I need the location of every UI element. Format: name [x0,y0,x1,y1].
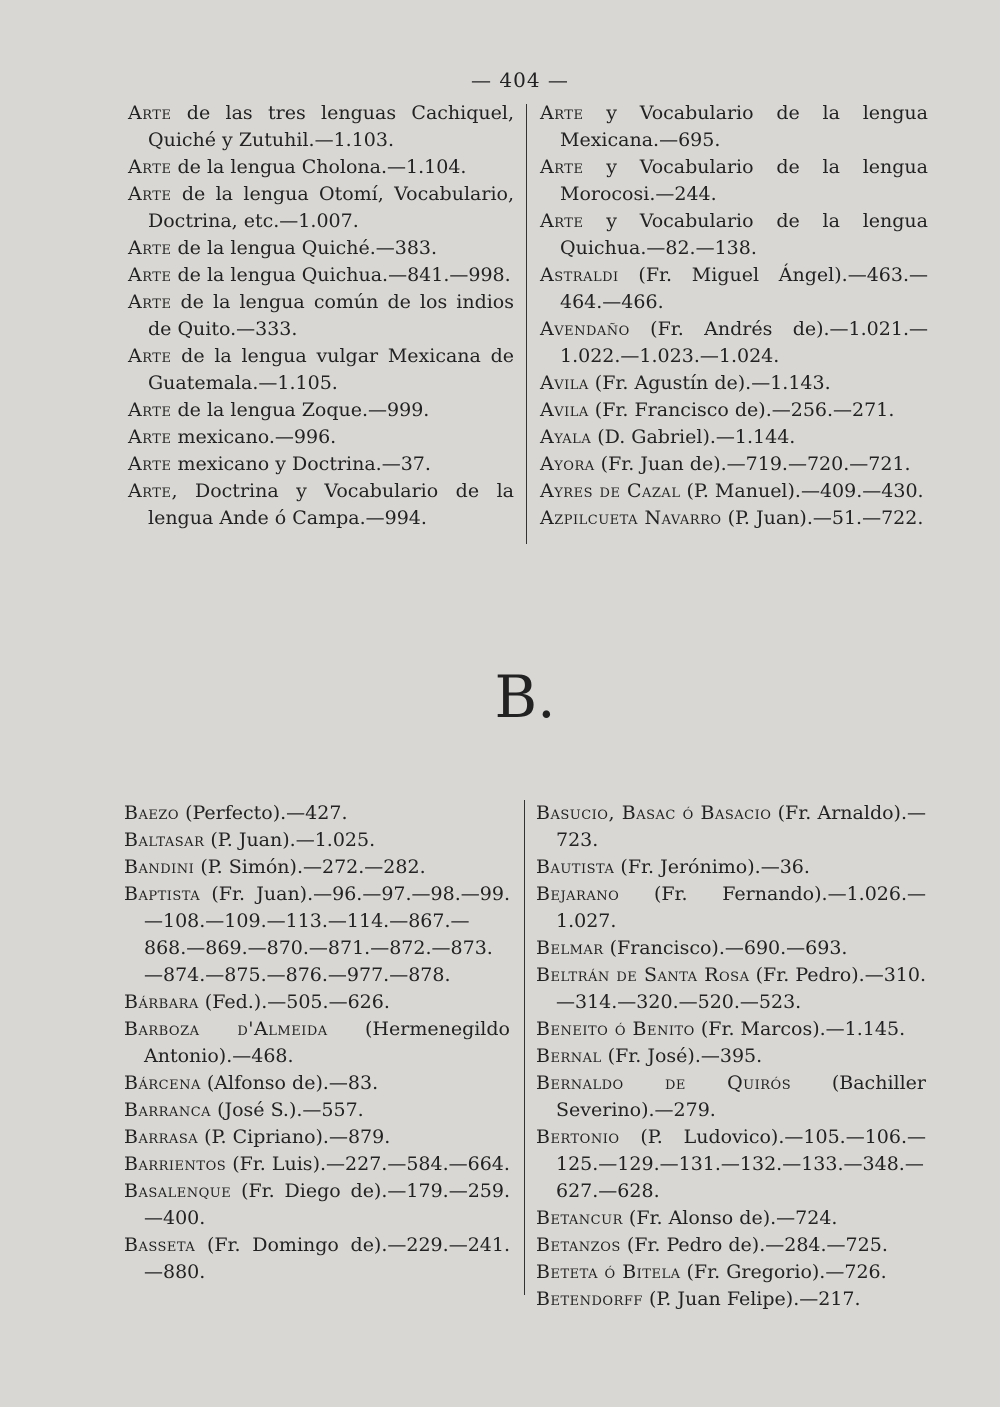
entry-heading: Belmar [536,937,604,959]
entry-references: (Fr. Domingo de).—229.—241.—880. [144,1234,510,1283]
index-entry [128,451,514,478]
entry-heading: Arte [128,480,172,502]
index-entry [124,1016,510,1070]
entry-references: (P. Juan Felipe).—217. [642,1288,861,1310]
entry-heading: Betendorff [536,1288,643,1310]
entry-references: de la lengua Zoque.—999. [171,399,430,421]
entry-references: mexicano.—996. [171,426,337,448]
entry-heading: Arte [540,156,584,178]
entry-references: mexicano y Doctrina.—37. [171,453,431,475]
entry-heading: Barranca [124,1099,212,1121]
index-entry [540,424,928,451]
entry-references: y Vocabulario de la lengua Quichua.—82.—138. [560,210,928,259]
entry-references: (Fr. Arnaldo).—723. [556,802,926,851]
entry-heading: Basucio, Basac ó Basacio [536,802,772,824]
index-entry [536,1016,926,1043]
entry-heading: Arte [128,183,172,205]
entry-references: (Fr. Diego de).—179.—259.—400. [144,1180,510,1229]
entry-references: de la lengua Cholona.—1.104. [171,156,467,178]
entry-heading: Beteta ó Bitela [536,1261,681,1283]
entry-references: (Perfecto).—427. [179,802,348,824]
entry-heading: Bernaldo de Quirós [536,1072,792,1094]
entry-references: (Fr. Miguel Ángel).—463.—464.—466. [560,264,928,313]
entry-references: (Fr. Marcos).—1.145. [694,1018,906,1040]
entry-references: (Fr. Luis).—227.—584.—664. [226,1153,510,1175]
entry-heading: Bernal [536,1045,602,1067]
entry-references: (Fr. Francisco de).—256.—271. [588,399,895,421]
entry-heading: Arte [128,102,172,124]
index-entry [128,397,514,424]
entry-references: y Vocabulario de la lengua Mexicana.—695. [560,102,928,151]
entry-heading: Baptista [124,883,201,905]
index-entry [536,935,926,962]
index-entry [124,800,510,827]
entry-heading: Ayres de Cazal [540,480,681,502]
index-entry [128,181,514,235]
entry-references: (Fr. Jerónimo).—36. [614,856,810,878]
column-divider [526,104,527,544]
entry-heading: Arte [128,291,172,313]
index-entry [124,827,510,854]
page-number: — 404 — [471,68,569,92]
index-entry [536,800,926,854]
entry-references: de la lengua vulgar Mexicana de Guatemala.—1.105. [148,345,514,394]
index-entry [128,100,514,154]
entry-heading: Bandini [124,856,195,878]
entry-heading: Avendaño [540,318,630,340]
entry-references: (Fr. Agustín de).—1.143. [588,372,831,394]
entry-references: (Fr. Gregorio).—726. [680,1261,887,1283]
index-entry [536,1070,926,1124]
entry-heading: Arte [128,264,172,286]
entry-references: (Fr. Fernando).—1.026.—1.027. [556,883,926,932]
index-entry [128,262,514,289]
section-letter: B. [494,663,556,731]
entry-references: (Fr. Juan de).—719.—720.—721. [594,453,911,475]
entry-heading: Astraldi [540,264,619,286]
index-entry [124,1232,510,1286]
index-entry [536,1232,926,1259]
entry-references: (P. Ludovico).—105.—106.—125.—129.—131.—132.—133.—348.—627.—628. [556,1126,926,1202]
entry-references: (P. Manuel).—409.—430. [680,480,924,502]
index-entry [540,451,928,478]
section-b-left-column [124,800,510,1286]
index-entry [124,854,510,881]
index-entry [124,989,510,1016]
entry-heading: Avila [540,372,589,394]
entry-references: (P. Cipriano).—879. [198,1126,391,1148]
entry-heading: Arte [128,399,172,421]
index-entry [540,100,928,154]
index-entry [540,316,928,370]
entry-heading: Arte [128,156,172,178]
entry-heading: Bertonio [536,1126,620,1148]
entry-heading: Basalenque [124,1180,232,1202]
entry-heading: Baezo [124,802,180,824]
entry-references: de las tres lenguas Cachiquel, Quiché y Zutuhil.—1.103. [148,102,514,151]
index-entry [128,343,514,397]
entry-references: (Fr. José).—395. [601,1045,763,1067]
entry-references: (Fr. Juan).—96.—97.—98.—99.—108.—109.—113.—114.—867.—868.—869.—870.—871.—872.—873.—874.—875.—876.—977.—878. [144,883,510,986]
index-entry [128,235,514,262]
index-entry [536,962,926,1016]
entry-references: (P. Juan).—51.—722. [721,507,924,529]
index-entry [536,1124,926,1205]
entry-references: (P. Juan).—1.025. [204,829,376,851]
entry-heading: Betanzos [536,1234,621,1256]
entry-heading: Barrientos [124,1153,227,1175]
index-entry [540,154,928,208]
entry-references: (P. Simón).—272.—282. [194,856,426,878]
index-entry [128,289,514,343]
entry-heading: Ayora [540,453,595,475]
entry-references: (Fr. Pedro de).—284.—725. [620,1234,888,1256]
index-entry [536,1286,926,1313]
index-entry [124,1070,510,1097]
entry-heading: Barrasa [124,1126,199,1148]
entry-heading: Arte [128,345,172,367]
index-entry [128,424,514,451]
entry-references: (Francisco).—690.—693. [603,937,848,959]
entry-heading: Betancur [536,1207,623,1229]
section-a-left-column [128,100,514,532]
entry-references: (Alfonso de).—83. [200,1072,379,1094]
index-entry [540,397,928,424]
index-entry [124,1178,510,1232]
index-entry [540,505,928,532]
entry-heading: Azpilcueta Navarro [540,507,722,529]
index-entry [128,154,514,181]
index-entry [124,1124,510,1151]
entry-heading: Bautista [536,856,615,878]
entry-references: de la lengua Quiché.—383. [171,237,438,259]
entry-heading: Ayala [540,426,592,448]
entry-references: de la lengua común de los indios de Quito.—333. [148,291,514,340]
entry-references: (Fr. Pedro).—310.—314.—320.—520.—523. [556,964,926,1013]
index-entry [124,881,510,989]
index-entry [536,1259,926,1286]
column-divider [524,800,525,1295]
index-entry [536,881,926,935]
index-entry [540,208,928,262]
index-entry [540,478,928,505]
entry-heading: Bárbara [124,991,199,1013]
entry-heading: Arte [540,102,584,124]
index-entry [124,1151,510,1178]
section-a-right-column [540,100,928,532]
entry-heading: Arte [128,237,172,259]
entry-references: (D. Gabriel).—1.144. [591,426,796,448]
entry-heading: Beltrán de Santa Rosa [536,964,750,986]
entry-heading: Arte [540,210,584,232]
entry-references: de la lengua Otomí, Vocabulario, Doctrina, etc.—1.007. [148,183,514,232]
index-entry [540,262,928,316]
entry-heading: Beneito ó Benito [536,1018,695,1040]
entry-references: (Fr. Andrés de).—1.021.—1.022.—1.023.—1.024. [560,318,928,367]
entry-references: (Bachiller Severino).—279. [556,1072,926,1121]
entry-references: (Hermenegildo Antonio).—468. [144,1018,510,1067]
entry-heading: Avila [540,399,589,421]
entry-heading: Arte [128,426,172,448]
entry-references: y Vocabulario de la lengua Morocosi.—244. [560,156,928,205]
index-entry [536,1205,926,1232]
section-b-right-column [536,800,926,1313]
entry-heading: Arte [128,453,172,475]
entry-references: de la lengua Quichua.—841.—998. [171,264,511,286]
index-entry [536,1043,926,1070]
entry-heading: Bejarano [536,883,620,905]
index-entry [540,370,928,397]
index-entry [124,1097,510,1124]
entry-references: , Doctrina y Vocabulario de la lengua Ande ó Campa.—994. [148,480,514,529]
entry-heading: Baltasar [124,829,205,851]
entry-heading: Barboza d'Almeida [124,1018,328,1040]
entry-heading: Bárcena [124,1072,201,1094]
index-entry [536,854,926,881]
entry-references: (Fr. Alonso de).—724. [622,1207,838,1229]
index-entry [128,478,514,532]
entry-references: (José S.).—557. [211,1099,364,1121]
entry-heading: Basseta [124,1234,196,1256]
entry-references: (Fed.).—505.—626. [198,991,390,1013]
